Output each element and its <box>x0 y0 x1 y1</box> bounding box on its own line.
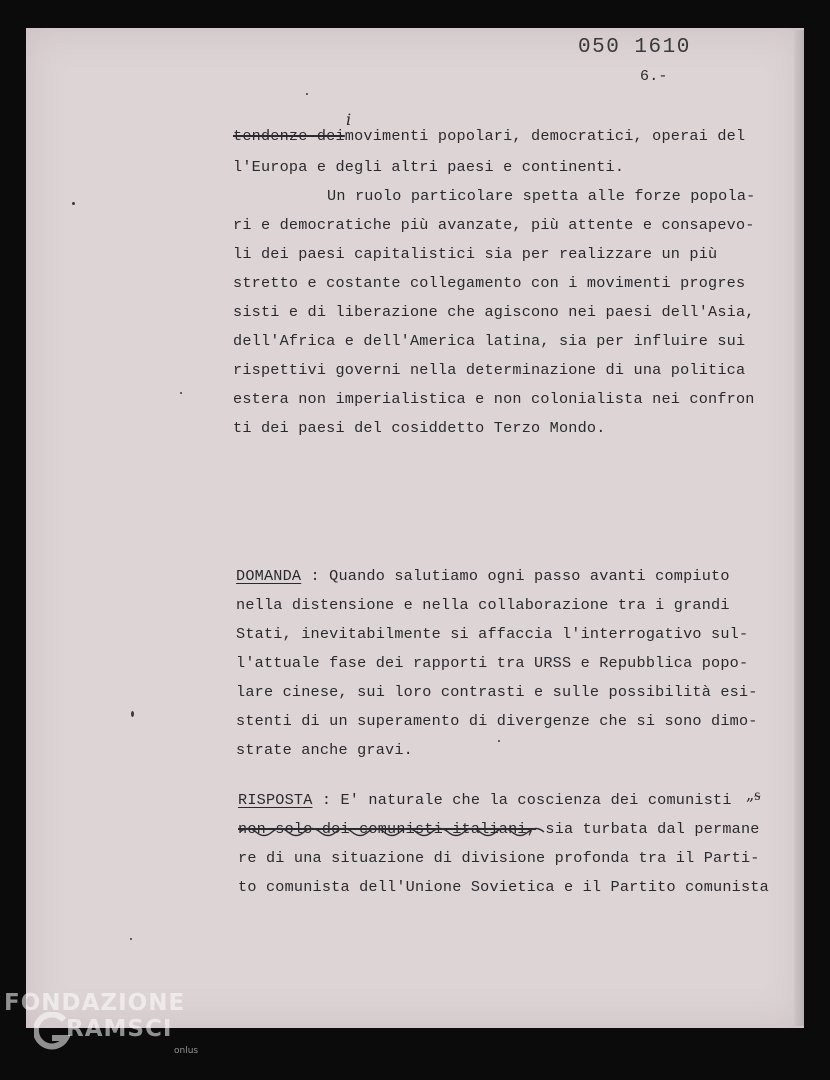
paragraph-1-line-1 <box>233 127 745 145</box>
watermark-line-1: FONDAZIONE <box>4 990 186 1016</box>
answer-line-3: re di una situazione di divisione profonda tra il Parti- <box>238 849 760 867</box>
question-line-7: strate anche gravi. <box>236 741 413 759</box>
paragraph-1-line-6: stretto e costante collegamento con i movimenti progres <box>233 274 746 292</box>
text-segment: : Quando salutiamo ogni passo avanti compiuto <box>301 567 730 585</box>
struck-text: tendenze dei <box>233 127 345 145</box>
text-segment: movimenti popolari, democratici, operai del <box>344 127 746 145</box>
handwritten-comma-mark: „ᵴ <box>746 785 761 804</box>
paper-speck <box>72 202 75 205</box>
fondazione-gramsci-watermark <box>4 990 224 1070</box>
text-segment: : E' naturale che la coscienza dei comunisti <box>312 791 732 809</box>
question-line-6: stenti di un superamento di divergenze che si sono dimo- <box>236 712 758 730</box>
paragraph-1-line-9: rispettivi governi nella determinazione di una politica <box>233 361 746 379</box>
paper-speck <box>131 711 134 717</box>
text-segment: sia turbata dal permane <box>545 820 760 838</box>
question-line-5: lare cinese, sui loro contrasti e sulle possibilità esi- <box>236 683 758 701</box>
watermark-line-3: onlus <box>174 1046 199 1056</box>
paragraph-1-line-4: ri e democratiche più avanzate, più attente e consapevo- <box>233 216 755 234</box>
page-number: 6.- <box>640 68 668 85</box>
question-line-3: Stati, inevitabilmente si affaccia l'interrogativo sul- <box>236 625 749 643</box>
paragraph-1-line-10: estera non imperialistica e non colonialista nei confron <box>233 390 755 408</box>
handwritten-scribble <box>238 822 548 844</box>
question-line-1 <box>236 567 730 585</box>
question-line-2: nella distensione e nella collaborazione tra i grandi <box>236 596 730 614</box>
question-line-4: l'attuale fase dei rapporti tra URSS e Repubblica popo- <box>236 654 749 672</box>
paragraph-1-line-8: dell'Africa e dell'America latina, sia per influire sui <box>233 332 746 350</box>
question-label: DOMANDA <box>236 567 302 585</box>
handwritten-insert: i <box>346 110 352 129</box>
paragraph-1-line-11: ti dei paesi del cosiddetto Terzo Mondo. <box>233 419 606 437</box>
paragraph-1-line-7: sisti e di liberazione che agiscono nei paesi dell'Asia, <box>233 303 755 321</box>
paper-speck <box>498 740 500 742</box>
answer-line-4: to comunista dell'Unione Sovietica e il Partito comunista <box>238 878 769 896</box>
answer-label: RISPOSTA <box>238 791 313 809</box>
page-edge <box>794 30 804 1026</box>
paper-speck <box>180 392 182 394</box>
answer-line-1 <box>238 791 732 809</box>
paper-speck <box>306 93 308 95</box>
watermark-line-2: RAMSCI <box>66 1016 173 1042</box>
paper-speck <box>130 938 132 940</box>
struck-text: non solo dei comunisti italiani, <box>238 820 537 838</box>
g-logo-icon <box>34 1012 70 1052</box>
paragraph-1-line-3: Un ruolo particolare spetta alle forze popola- <box>327 187 756 205</box>
paragraph-1-line-5: li dei paesi capitalistici sia per realizzare un più <box>233 245 718 263</box>
paragraph-1-line-2: l'Europa e degli altri paesi e continenti. <box>233 158 625 176</box>
archive-number: 050 1610 <box>578 36 691 59</box>
